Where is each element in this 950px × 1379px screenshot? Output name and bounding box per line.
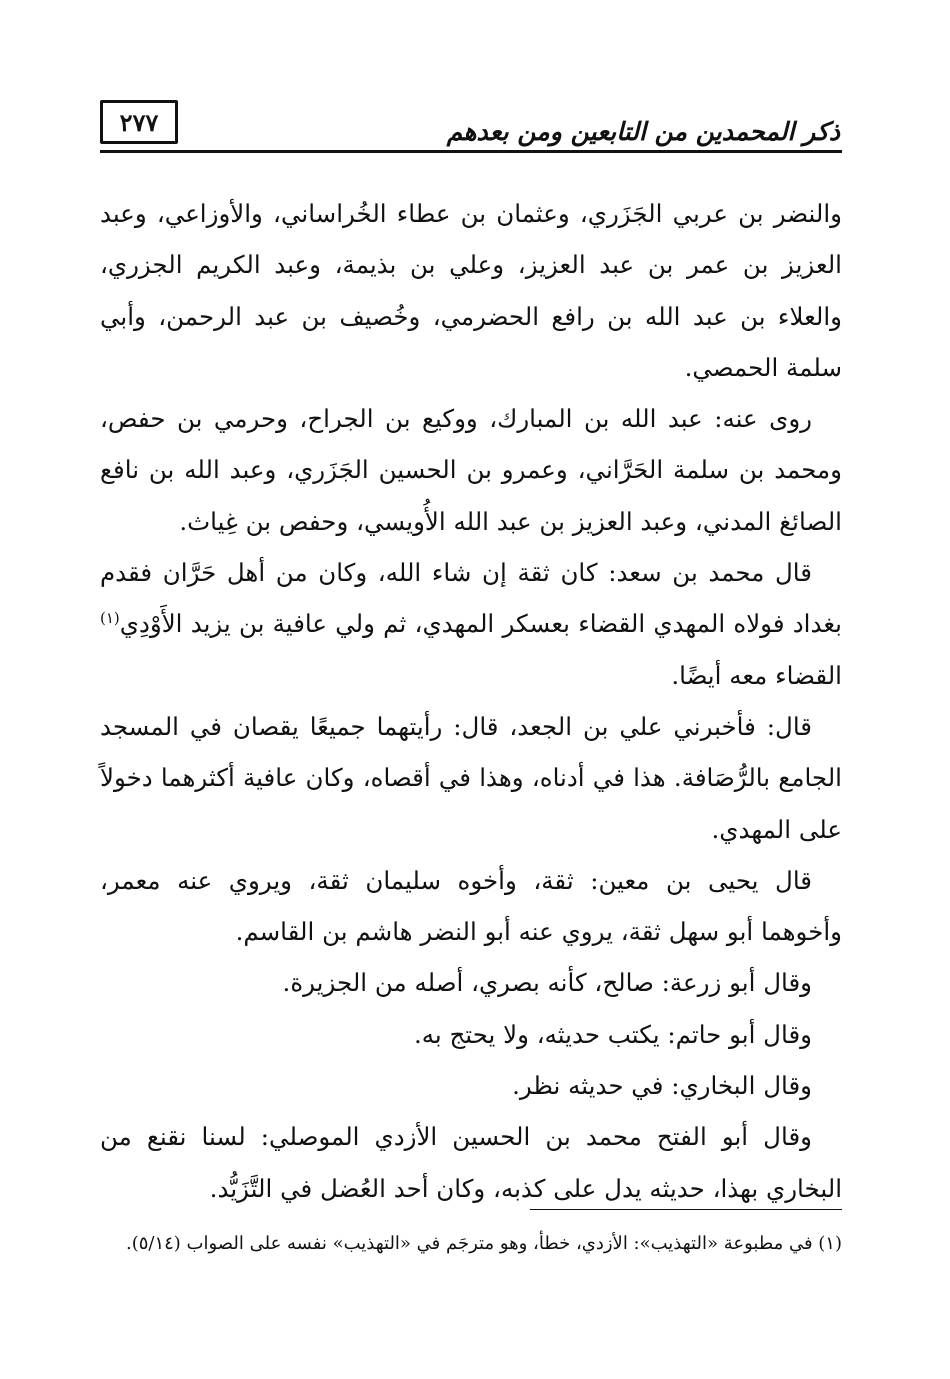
footnote-text: (١) في مطبوعة «التهذيب»: الأزدي، خطأ، وهو مترجَم في «التهذيب» نفسه على الصواب (٥/١٤).: [125, 1233, 842, 1254]
running-header-title: ذكر المحمدين من التابعين ومن بعدهم: [446, 117, 840, 146]
paragraph-ali-ibn-jaad: قال: فأخبرني علي بن الجعد، قال: رأيتهما جميعًا يقصان في المسجد الجامع بالرُّصَافة. هذا في أدناه، وهذا في أقصاه، وكان عافية أكثرهما دخولاً على المهدي.: [100, 711, 842, 844]
paragraph-abu-hatim: وقال أبو حاتم: يكتب حديثه، ولا يحتج به.: [413, 1019, 812, 1049]
paragraph-yahya-ibn-maeen: قال يحيى بن معين: ثقة، وأخوه سليمان ثقة، ويروي عنه معمر، وأخوهما أبو سهل ثقة، يروي عنه أبو النضر هاشم بن القاسم.: [100, 865, 842, 947]
paragraph-ibn-saad-start: قال محمد بن سعد: كان ثقة إن شاء الله، وكان من أهل حَرَّان فقدم بغداد فولاه المهدي القضاء بعسكر المهدي، ثم ولي عافية بن يزيد الأَوْدِي: [100, 558, 842, 639]
footnote-reference[interactable]: (١): [100, 609, 120, 628]
paragraph-students: روى عنه: عبد الله بن المبارك، ووكيع بن الجراح، وحرمي بن حفص، ومحمد بن سلمة الحَرَّاني، وعمرو بن الحسين الجَزَري، وعبد الله بن نافع الصائغ المدني، وعبد العزيز بن عبد الله الأُويسي، وحفص بن غِياث.: [100, 404, 842, 536]
paragraph-bukhari: وقال البخاري: في حديثه نظر.: [512, 1071, 812, 1101]
footnote-rule: [530, 1209, 842, 1210]
paragraph-abu-zura: وقال أبو زرعة: صالح، كأنه بصري، أصله من الجزيرة.: [282, 968, 812, 998]
paragraph-ibn-saad: [100, 547, 842, 701]
paragraph-ibn-saad-end: القضاء معه أيضًا.: [671, 660, 842, 690]
header-rule: [100, 150, 842, 153]
page-number: ٢٧٧: [100, 100, 178, 144]
paragraph-teachers: والنضر بن عربي الجَزَري، وعثمان بن عطاء الخُراساني، والأوزاعي، وعبد العزيز بن عمر بن عبد العزيز، وعلي بن بذيمة، وعبد الكريم الجزري، والعلاء بن عبد الله بن رافع الحضرمي، وخُصيف بن عبد الرحمن، وأبي سلمة الحمصي.: [100, 199, 842, 382]
main-text: [100, 188, 842, 1214]
paragraph-azdi: وقال أبو الفتح محمد بن الحسين الأزدي الموصلي: لسنا نقنع من البخاري بهذا، حديثه يدل على كذبه، وكان أحد العُضل في التَّزَيُّد.: [100, 1122, 842, 1203]
